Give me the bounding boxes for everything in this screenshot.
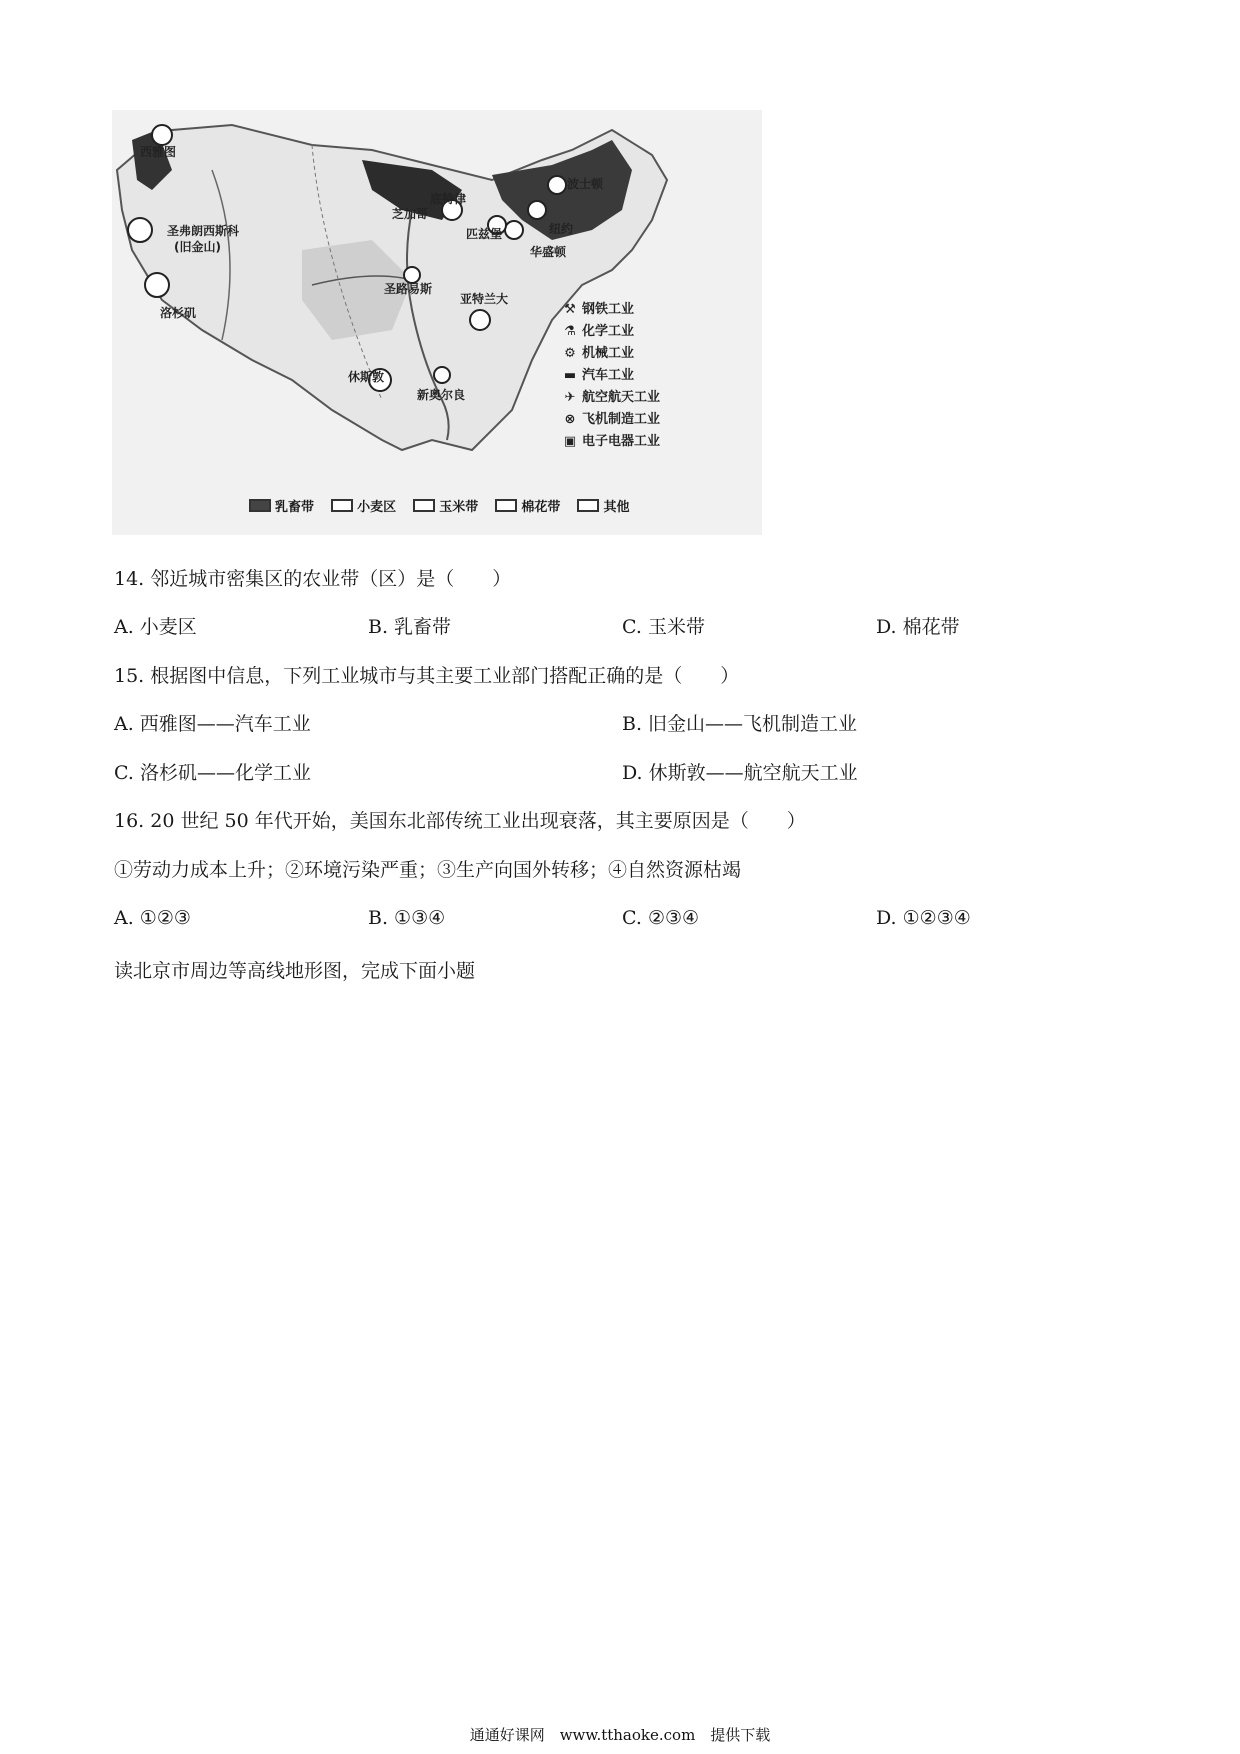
city-label-atlanta: 亚特兰大 xyxy=(460,292,509,306)
rocket-icon: ✈ xyxy=(564,390,576,405)
legend-swatch-wheat xyxy=(331,499,353,512)
city-label-new-york: 纽约 xyxy=(549,222,574,236)
legend-cotton: 棉花带 xyxy=(521,500,561,515)
plane-icon: ⊗ xyxy=(564,412,576,427)
city-label-los-angeles: 洛杉矶 xyxy=(160,306,197,320)
question-14-stem: 14. 邻近城市密集区的农业带（区）是（ ） xyxy=(114,568,512,590)
city-label-seattle: 西雅图 xyxy=(140,145,177,159)
q16-option-b: B. ①③④ xyxy=(368,907,446,929)
q16-option-c: C. ②③④ xyxy=(622,907,700,929)
legend-electronics: ▣ 电子电器工业 xyxy=(563,434,661,449)
question-16-stem: 16. 20 世纪 50 年代开始，美国东北部传统工业出现衰落，其主要原因是（ ） xyxy=(114,810,806,832)
city-label-old-gold-mountain: (旧金山) xyxy=(174,240,221,254)
q15-option-c: C. 洛杉矶——化学工业 xyxy=(114,762,311,784)
city-label-boston: 波士顿 xyxy=(567,177,604,191)
flask-icon: ⚗ xyxy=(564,324,576,339)
city-label-new-orleans: 新奥尔良 xyxy=(417,388,466,402)
q15-option-b: B. 旧金山——飞机制造工业 xyxy=(622,713,858,735)
gear-icon: ⚙ xyxy=(564,346,576,361)
tv-icon: ▣ xyxy=(563,434,577,449)
legend-swatch-cotton xyxy=(495,499,517,512)
legend-other: 其他 xyxy=(603,500,630,515)
legend-swatch-corn xyxy=(413,499,435,512)
legend-auto: ▬ 汽车工业 xyxy=(563,368,635,383)
city-label-san-francisco: 圣弗朗西斯科 xyxy=(167,224,240,238)
q15-option-d: D. 休斯敦——航空航天工业 xyxy=(622,762,858,784)
question-15-stem: 15. 根据图中信息，下列工业城市与其主要工业部门搭配正确的是（ ） xyxy=(114,665,740,687)
legend-steel: ⚒ 钢铁工业 xyxy=(562,298,634,317)
agri-legend xyxy=(237,495,629,517)
page-footer: 通通好课网 www.tthaoke.com 提供下载 xyxy=(469,1726,771,1744)
section-instruction: 读北京市周边等高线地形图，完成下面小题 xyxy=(114,960,476,982)
q14-option-a: A. 小麦区 xyxy=(114,616,197,638)
steel-icon: ⚒ xyxy=(564,302,576,317)
city-label-detroit: 底特律 xyxy=(430,192,467,206)
question-16-statements: ①劳动力成本上升；②环境污染严重；③生产向国外转移；④自然资源枯竭 xyxy=(114,859,742,881)
legend-wheat: 小麦区 xyxy=(357,500,397,515)
city-label-houston: 休斯敦 xyxy=(348,370,385,384)
city-label-washington: 华盛顿 xyxy=(530,245,567,259)
legend-machinery: ⚙ 机械工业 xyxy=(562,342,634,361)
q16-option-a: A. ①②③ xyxy=(114,907,191,929)
us-agriculture-industry-map xyxy=(112,110,762,535)
city-label-pittsburgh: 匹兹堡 xyxy=(466,227,503,241)
city-label-st-louis: 圣路易斯 xyxy=(384,282,433,296)
legend-corn: 玉米带 xyxy=(439,500,479,515)
city-label-chicago: 芝加哥 xyxy=(392,207,429,221)
car-icon: ▬ xyxy=(563,368,577,383)
legend-aerospace: ✈ 航空航天工业 xyxy=(562,386,660,405)
legend-swatch-dairy xyxy=(249,499,271,512)
legend-chemical: ⚗ 化学工业 xyxy=(562,320,634,339)
q14-option-c: C. 玉米带 xyxy=(622,616,705,638)
legend-dairy: 乳畜带 xyxy=(275,500,315,515)
legend-aircraft: ⊗ 飞机制造工业 xyxy=(562,408,660,427)
q16-option-d: D. ①②③④ xyxy=(876,907,971,929)
legend-swatch-other xyxy=(577,499,599,512)
map-drawing xyxy=(112,110,762,535)
q14-option-b: B. 乳畜带 xyxy=(368,616,452,638)
q14-option-d: D. 棉花带 xyxy=(876,616,960,638)
q15-option-a: A. 西雅图——汽车工业 xyxy=(114,713,311,735)
